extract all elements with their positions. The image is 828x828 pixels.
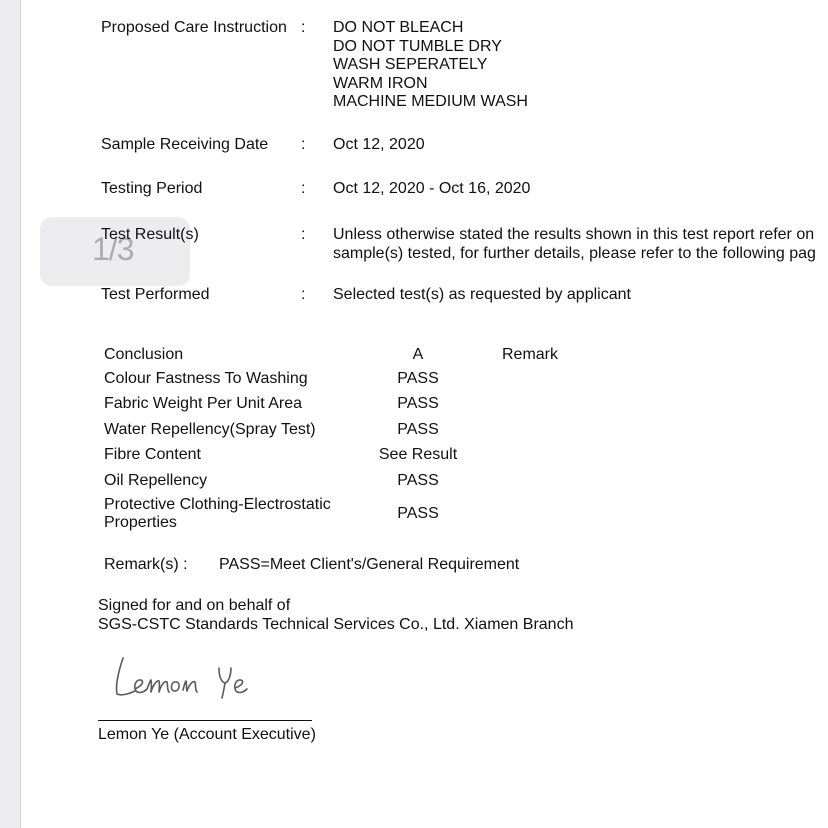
- conclusion-row-name: Oil Repellency: [104, 472, 208, 489]
- signed-for-line-1: Signed for and on behalf of: [98, 597, 291, 614]
- care-instructions: [333, 19, 528, 112]
- test-result-label: Test Result(s): [101, 226, 199, 243]
- remarks-value: PASS=Meet Client's/General Requirement: [219, 556, 520, 573]
- conclusion-row-name: Colour Fastness To Washing: [104, 370, 308, 387]
- viewer-left-gutter: [0, 0, 21, 828]
- conclusion-header-a: A: [412, 346, 424, 363]
- care-colon: :: [301, 19, 306, 36]
- care-line: WARM IRON: [333, 74, 428, 92]
- care-line: DO NOT BLEACH: [333, 19, 464, 36]
- remarks-label: Remark(s) :: [104, 556, 188, 573]
- receiving-date-label: Sample Receiving Date: [101, 136, 269, 153]
- handwritten-signature: [95, 640, 255, 710]
- page-indicator-text: 1/3: [92, 231, 134, 267]
- care-label: Proposed Care Instruction: [101, 19, 287, 36]
- testing-period-value: Oct 12, 2020 - Oct 16, 2020: [333, 180, 531, 197]
- receiving-date-value: Oct 12, 2020: [333, 136, 425, 153]
- conclusion-header-remark: Remark: [502, 346, 559, 363]
- conclusion-row-name: Fabric Weight Per Unit Area: [104, 395, 303, 412]
- conclusion-row-result: PASS: [397, 395, 439, 412]
- conclusion-row-result: PASS: [397, 370, 439, 387]
- conclusion-row-result: PASS: [397, 472, 439, 489]
- conclusion-header: Conclusion: [104, 346, 184, 363]
- conclusion-row-name: Protective Clothing-Electrostatic: [104, 496, 331, 513]
- conclusion-row-name: Fibre Content: [104, 446, 201, 463]
- testing-period-label: Testing Period: [101, 180, 203, 197]
- conclusion-row-name: Water Repellency(Spray Test): [104, 421, 316, 438]
- test-result-line-1: Unless otherwise stated the results shown in this test report refer on: [333, 226, 815, 243]
- test-result-colon: :: [301, 226, 306, 243]
- test-result-line-2: sample(s) tested, for further details, please refer to the following pag: [333, 245, 816, 262]
- test-performed-colon: :: [301, 286, 306, 303]
- conclusion-row-name-cont: Properties: [104, 514, 177, 531]
- signature-drawing: [95, 640, 255, 710]
- care-line: MACHINE MEDIUM WASH: [333, 93, 528, 110]
- conclusion-row-result: See Result: [378, 446, 458, 463]
- testing-period-colon: :: [301, 180, 306, 197]
- conclusion-row-result: PASS: [397, 505, 439, 522]
- care-line: DO NOT TUMBLE DRY: [333, 37, 502, 55]
- signed-for-line-2: SGS-CSTC Standards Technical Services Co., Ltd. Xiamen Branch: [98, 616, 574, 633]
- signatory-name: Lemon Ye (Account Executive): [98, 726, 316, 743]
- conclusion-row-result: PASS: [397, 421, 439, 438]
- test-performed-value: Selected test(s) as requested by applicant: [333, 286, 631, 303]
- signature-line: [98, 720, 312, 721]
- care-line: WASH SEPERATELY: [333, 56, 488, 73]
- test-performed-label: Test Performed: [101, 286, 210, 303]
- receiving-date-colon: :: [301, 136, 306, 153]
